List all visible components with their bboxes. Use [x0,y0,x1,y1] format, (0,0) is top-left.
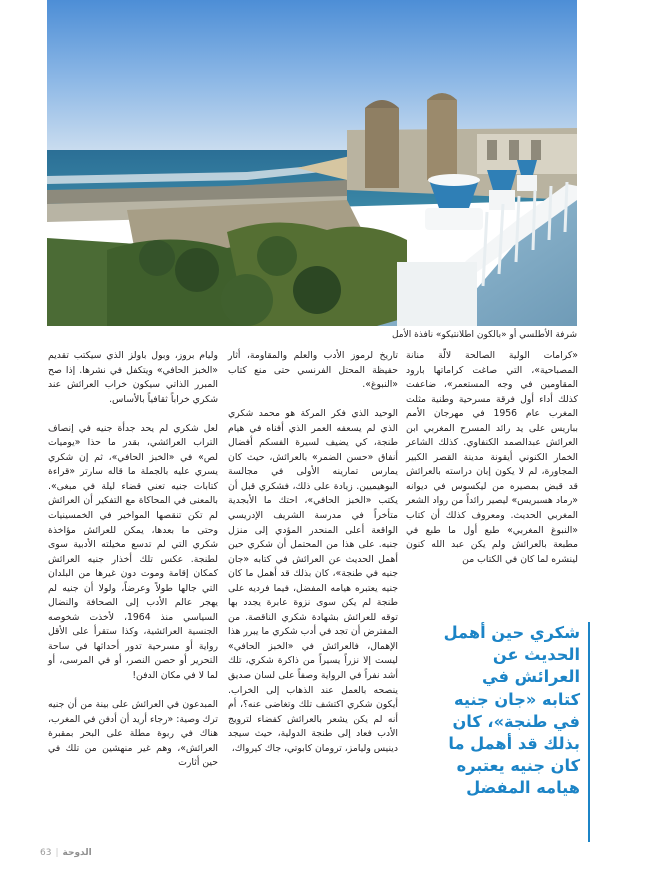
magazine-name: الدوحة [62,848,92,858]
paragraph: المبدعون في العرائش على بينة من أن جنيه ترك وصية: «رجاء أريد أن أدفن في المغرب، هناك في ربوة مطلة على البحر بمقبرة العرائش»، وهم غير منهشين من تلك في حين أثارت [48,699,218,769]
coastal-landscape-photo [47,0,577,326]
pull-quote-rule [588,622,590,842]
paragraph: وليام بروز، وبول باولز الذي سيكتب تقديم «الخبز الحافي» ويتكفل في نشرها. إذا صح المبرر الذاتي سيكون خراب العرائش عند شكري خراباً ثقافياً بالأساس. [48,350,218,405]
paragraph: الوحيد الذي فكر المركة هو محمد شكري الذي لم يسعفه العمر الذي أفناه في هيام طنجة، كي يضيف لسيرة الفسكم أفضال أنفاق «حسن الضمر» بالعرائش، حيث كان يمارس تمارينه الأولى في مجالسة البوهيميين. زيادة على ذلك، فشكري قبل أن يكتب «الخبز الحافي»، احتك ما الأبجدية متأخراً في مدرسة الشريف الإدريسي الواقعة أعلى المنحدر المؤدي إلى منزل جنيه. على هذا من المحتمل أن شكري حين أهمل الحديث عن العرائش في كتابه «جان جنيه في طنجة»، كان بذلك قد أهمل ما كان جنيه يعتبره هيامه المفضل، فيما فرديه على طنجة لم يكن سوى نزوة عابرة يجدد بها توقه للعرائش بشهادة شكري الناقصة. من المفترض أن تجد في أدب شكري ما يبرر هذا الإهمال، فالعرائش في «الخبز الحافي» ليست إلا نزراً يسيراً من ذاكرة شكري، تلك أشد نفراً في الرواية وصفاً على لسان صديق ينصحه بالعمل عند الذهاب إلى الخراب. أيكون شكري اكتشف تلك وتغاضى عنه؟، أم أنه لم يكن يشعر بالعرائش كفضاء لترويج الأدب فعاد إلى طنجة الدولية، حيث سيجد دينيس وليامز، ترومان كابوتي، جاك كيرواك، [228,408,398,754]
page-number: 63 [40,848,52,858]
paragraph: لعل شكري لم يحد جدأة جنيه في إنصاف التراب العرائشي، بقدر ما حذا «يوميات لص» في «الخبز الحافي»، ثم إن شكري يسري عليه بالجملة ما قاله سارتر «قراءة كتابات جنيه تعني قضاء ليلة في مبغى». بالمعنى في المحاكاة مع التفكير أن العرائش لم تكن تنقصها المواخير في الخمسينيات وحتى ما بعدها، يمكن للعرائش مؤاخذة شكري التي لم تدسع مخيلته الأدبية سوى لطنجة. عكس تلك أخذار جنيه العرائش كمكان إقامة وموت دون غيرها من البلدان التي جالها طولاً وعرضاً، ولولا أن جنيه لم يهجر عالم الأدب إلى الصحافة والنضال السياسي منذ 1964، لأخذت شخوصه الجنسية العرائشية، وكذا ستقرأ على الأقل رواية أو مسرحية تدور أحداثها في ساحة التحرير أو حصن النصر، أو في المرسى، أو لما لا في مكان الدفن! [48,422,218,681]
page-folio [40,846,92,860]
article-column-middle [228,349,398,756]
pull-quote: شكري حين أهمل الحديث عن العرائش في كتابه «جان جنيه في طنجة»، كان بذلك قد أهمل ما كان جنيه يعتبره هيامه المفضل [443,623,580,798]
photo-caption: شرفة الأطلسي أو «بالكون اطلانتيكو» نافذة الأمل [391,330,577,340]
page-edge [658,0,662,882]
coastal-landscape-image [47,0,577,326]
paragraph: تاريخ لرموز الأدب والعلم والمقاومة، أثار حفيظة المحتل الفرنسي حتى منع كتاب «النبوغ». [228,350,398,391]
article-column-left [48,349,218,771]
article-column-right [406,349,578,567]
paragraph: «كرامات الولية الصالحة لالّة منانة المصباحية»، التي صاغت كراماتها بارود المقاومين في وجه المستعمر»، ضاعفت كذلك أداء أول فرقة مسرحية وطنية مثلت المغرب عام 1956 في مهرجان الأمم بباريس على يد رائد المسرح المغربي ابن العرائش عبدالصمد الكنفاوي. كذلك الشاعر الخمار الكنوني أيقونة مدينة القصر الكبير المجاورة، لم لا يكون إبان دراسته بالعرائش قد قبض بمصيره من ليكسوس في ديوانه «رماد هسبريس» ليصير رائداً من رواد الشعر المغربي الحديث. ومعروف كذلك أن كتاب «النبوغ المغربي» طبع أول ما طبع في مطبعة بالعرائش ولم يكن عبد الله كنون لينشره لما كان في الكتاب من [406,350,578,565]
folio-separator: | [55,848,59,858]
